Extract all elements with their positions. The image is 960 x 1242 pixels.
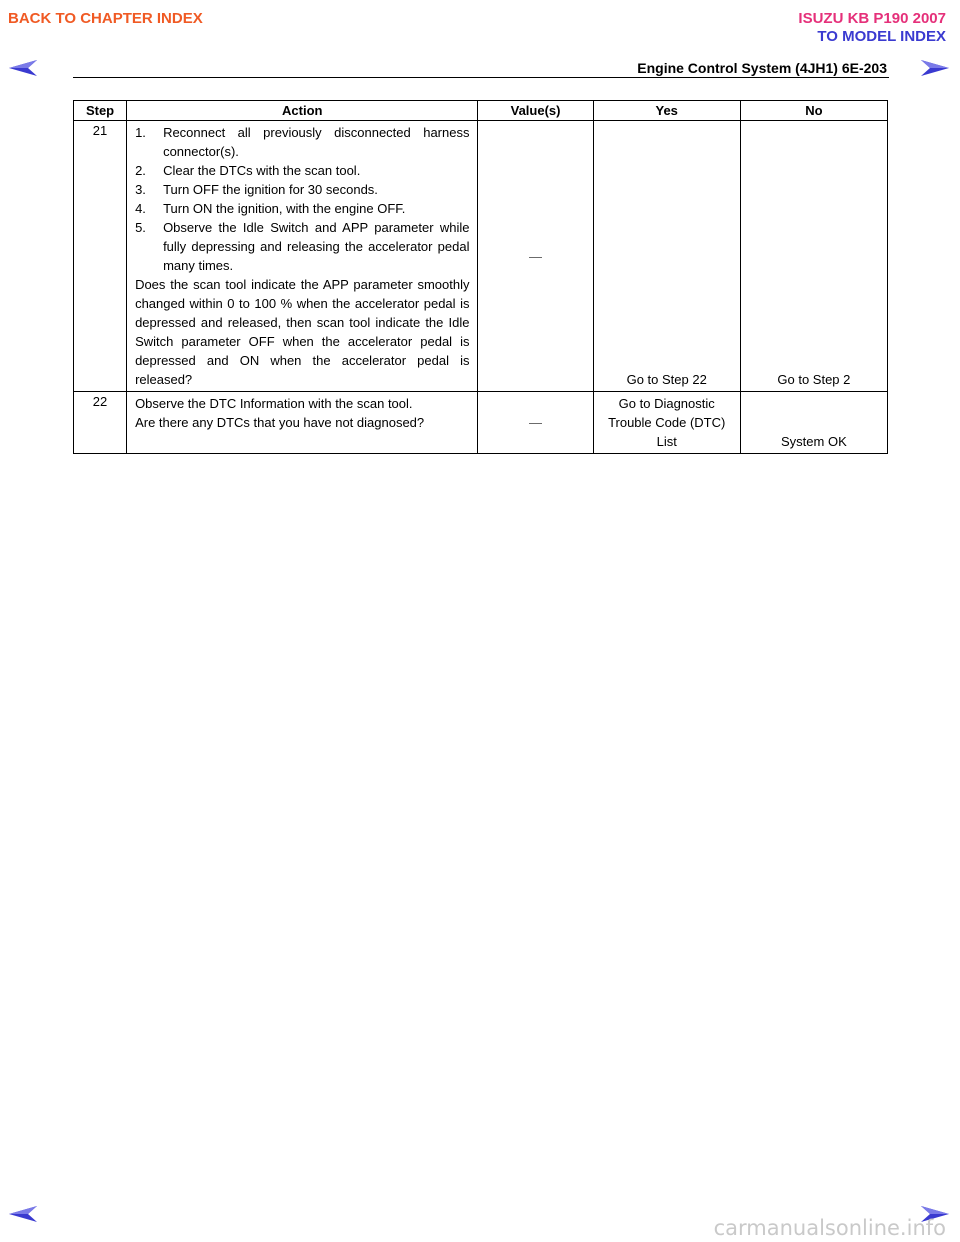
model-title[interactable]: ISUZU KB P190 2007 — [798, 10, 946, 27]
value-cell: — — [478, 121, 593, 392]
page-title: Engine Control System (4JH1) 6E-203 — [637, 60, 887, 76]
col-action: Action — [127, 101, 478, 121]
col-values: Value(s) — [478, 101, 593, 121]
action-question: Does the scan tool indicate the APP parameter smoothly changed within 0 to 100 % when the accelerator pedal is depressed and released, then scan tool indicate the Idle Switch parameter OFF when the accelerator pedal is depressed and ON when the accelerator pedal is released? — [135, 277, 470, 387]
to-model-index[interactable]: TO MODEL INDEX — [817, 28, 946, 45]
value-cell: — — [478, 392, 593, 454]
list-item: 2. Clear the DTCs with the scan tool. — [135, 163, 361, 178]
action-line: Observe the DTC Information with the scan tool. — [135, 396, 413, 411]
table-row-step-22 — [74, 392, 888, 454]
list-item: 4. Turn ON the ignition, with the engine OFF. — [135, 201, 406, 216]
model-index-link[interactable] — [798, 10, 946, 46]
action-cell — [127, 121, 478, 392]
prev-page-arrow-bottom-icon[interactable] — [8, 1204, 38, 1226]
yes-cell: Go to Step 22 — [593, 121, 740, 392]
prev-page-arrow-icon[interactable] — [8, 58, 38, 80]
next-page-arrow-icon[interactable] — [920, 58, 950, 80]
col-no: No — [740, 101, 887, 121]
list-item: 3. Turn OFF the ignition for 30 seconds. — [135, 182, 378, 197]
diagnostic-table — [73, 100, 888, 454]
header-rule — [73, 77, 889, 78]
table-header-row — [74, 101, 888, 121]
step-number: 22 — [74, 392, 127, 454]
back-to-chapter-index-link[interactable]: BACK TO CHAPTER INDEX — [8, 10, 203, 27]
no-cell: System OK — [740, 392, 887, 454]
step-number: 21 — [74, 121, 127, 392]
action-question: Are there any DTCs that you have not diagnosed? — [135, 415, 425, 430]
list-item: 5. Observe the Idle Switch and APP parameter while fully depressing and releasing the accelerator pedal many times. — [135, 220, 470, 273]
col-step: Step — [74, 101, 127, 121]
yes-cell: Go to Diagnostic Trouble Code (DTC) List — [593, 392, 740, 454]
no-cell: Go to Step 2 — [740, 121, 887, 392]
watermark: carmanualsonline.info — [713, 1216, 946, 1240]
action-cell — [127, 392, 478, 454]
col-yes: Yes — [593, 101, 740, 121]
list-item: 1. Reconnect all previously disconnected harness connector(s). — [135, 125, 470, 159]
table-row-step-21 — [74, 121, 888, 392]
action-steps — [135, 123, 469, 275]
